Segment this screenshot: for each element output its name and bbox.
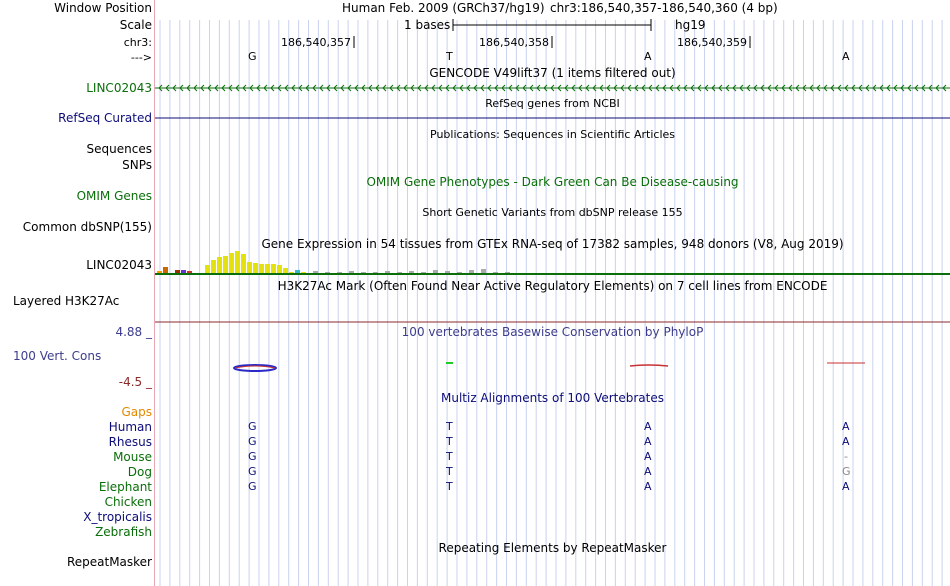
species-label-rhesus[interactable]: Rhesus — [108, 435, 152, 449]
gtex-tissue-bar — [181, 270, 186, 273]
label-scale[interactable]: Scale — [119, 18, 152, 32]
gtex-tissue-bar — [157, 271, 162, 273]
species-label-human[interactable]: Human — [108, 420, 152, 434]
gtex-tissue-bar — [241, 254, 246, 273]
coordinate-tick-label: 186,540,357 — [281, 36, 351, 49]
label-strand[interactable]: ---> — [130, 51, 152, 64]
alignment-base: A — [644, 420, 652, 433]
gtex-tissue-bar — [493, 272, 498, 273]
base-letter: G — [248, 50, 257, 63]
gtex-tissue-bar — [385, 271, 390, 273]
label-sequences[interactable]: Sequences — [86, 142, 152, 156]
gtex-tissue-bar — [445, 271, 450, 273]
alignment-base: A — [644, 435, 652, 448]
gtex-expression-bars[interactable] — [155, 245, 950, 275]
gtex-tissue-bar — [235, 251, 240, 273]
alignment-base: G — [248, 420, 257, 433]
label-refseq-curated[interactable]: RefSeq Curated — [58, 111, 152, 125]
base-letter: A — [644, 50, 652, 63]
h3k27ac-signal-line[interactable] — [155, 320, 950, 324]
h3k27ac-track-title[interactable]: H3K27Ac Mark (Often Found Near Active Regulatory Elements) on 7 cell lines from ENCODE — [277, 279, 828, 293]
alignment-base: A — [842, 435, 850, 448]
gtex-tissue-bar — [301, 272, 306, 273]
alignment-base: G — [248, 480, 257, 493]
publications-track-title[interactable]: Publications: Sequences in Scientific Articles — [430, 128, 675, 141]
gtex-tissue-bar — [223, 256, 228, 273]
gtex-tissue-bar — [187, 271, 192, 273]
coordinate-ticks — [155, 0, 950, 50]
alignment-base: A — [842, 420, 850, 433]
gencode-gene-line[interactable] — [155, 83, 950, 93]
label-chr[interactable]: chr3: — [123, 36, 152, 49]
alignment-base: A — [644, 450, 652, 463]
gtex-tissue-bar — [271, 264, 276, 273]
gtex-tissue-bar — [349, 271, 354, 273]
alignment-base: T — [446, 450, 453, 463]
phylop-track-title[interactable]: 100 vertebrates Basewise Conservation by PhyloP — [401, 325, 704, 339]
species-label-dog[interactable]: Dog — [127, 465, 152, 479]
phylop-conservation-plot[interactable] — [155, 355, 950, 385]
species-label-zebrafish[interactable]: Zebrafish — [95, 525, 152, 539]
multiz-track-title[interactable]: Multiz Alignments of 100 Vertebrates — [440, 391, 665, 405]
alignment-base: G — [248, 435, 257, 448]
gtex-tissue-bar — [163, 267, 168, 273]
alignment-base: A — [644, 465, 652, 478]
gtex-tissue-bar — [247, 262, 252, 273]
alignment-base: G — [842, 465, 851, 478]
gtex-tissue-bar — [421, 272, 426, 273]
browser-track-canvas[interactable] — [155, 0, 950, 586]
gtex-tissue-bar — [313, 271, 318, 273]
base-letter: T — [446, 50, 453, 63]
gtex-tissue-bar — [175, 270, 180, 273]
label-100-vert-cons[interactable]: 100 Vert. Cons — [13, 349, 102, 363]
alignment-base: A — [842, 480, 850, 493]
alignment-base: - — [844, 450, 848, 463]
repeatmasker-track-title[interactable]: Repeating Elements by RepeatMasker — [438, 541, 667, 555]
position-readout: chr3:186,540,357-186,540,360 (4 bp) — [550, 1, 778, 15]
alignment-base: A — [644, 480, 652, 493]
alignment-base: G — [248, 450, 257, 463]
label-gencode-linc02043[interactable]: LINC02043 — [86, 81, 152, 95]
gtex-tissue-bar — [259, 264, 264, 273]
alignment-base: T — [446, 480, 453, 493]
alignment-base: T — [446, 435, 453, 448]
species-label-x-tropicalis[interactable]: X_tropicalis — [83, 510, 152, 524]
scale-db-label: hg19 — [675, 18, 706, 32]
label-gtex-linc02043[interactable]: LINC02043 — [86, 258, 152, 272]
alignment-base: T — [446, 420, 453, 433]
refseq-gene-line[interactable] — [155, 116, 950, 120]
scale-bar-label: 1 bases — [404, 18, 451, 32]
label-snps[interactable]: SNPs — [122, 158, 152, 172]
gtex-tissue-bar — [277, 265, 282, 273]
gtex-tissue-bar — [217, 257, 222, 273]
phylop-axis-min: -4.5 _ — [118, 375, 152, 389]
gtex-tissue-bar — [481, 269, 486, 273]
omim-track-title[interactable]: OMIM Gene Phenotypes - Dark Green Can Be Disease-causing — [366, 175, 739, 189]
gtex-tissue-bar — [325, 272, 330, 273]
gtex-tissue-bar — [265, 264, 270, 273]
gtex-tissue-bar — [397, 272, 402, 273]
species-label-chicken[interactable]: Chicken — [104, 495, 152, 509]
gtex-tissue-bar — [289, 272, 294, 273]
gtex-tissue-bar — [469, 270, 474, 273]
gtex-tissue-bar — [253, 263, 258, 273]
base-letter: A — [842, 50, 850, 63]
coordinate-tick-label: 186,540,358 — [479, 36, 549, 49]
gtex-tissue-bar — [337, 272, 342, 273]
species-label-elephant[interactable]: Elephant — [98, 480, 152, 494]
label-common-dbsnp[interactable]: Common dbSNP(155) — [22, 220, 152, 234]
gtex-tissue-bar — [211, 260, 216, 273]
gtex-tissue-bar — [205, 265, 210, 273]
gtex-tissue-bar — [373, 272, 378, 273]
track-label-column — [0, 0, 154, 586]
gtex-tissue-bar — [409, 271, 414, 273]
gtex-tissue-bar — [229, 253, 234, 273]
dbsnp-track-title[interactable]: Short Genetic Variants from dbSNP release 155 — [422, 206, 683, 219]
gtex-track-title[interactable]: Gene Expression in 54 tissues from GTEx RNA-seq of 17382 samples, 948 donors (V8, Aug 2019) — [261, 237, 844, 251]
label-layered-h3k27ac[interactable]: Layered H3K27Ac — [13, 294, 120, 308]
phylop-axis-max: 4.88 _ — [115, 325, 152, 339]
gtex-tissue-bar — [433, 270, 438, 273]
refseq-track-title[interactable]: RefSeq genes from NCBI — [485, 97, 620, 110]
assembly-title: Human Feb. 2009 (GRCh37/hg19) — [342, 1, 545, 15]
alignment-base: G — [248, 465, 257, 478]
label-window-position[interactable]: Window Position — [54, 1, 152, 15]
gtex-tissue-bar — [361, 272, 366, 273]
label-omim-genes[interactable]: OMIM Genes — [76, 189, 152, 203]
gtex-tissue-bar — [283, 268, 288, 273]
gtex-tissue-bar — [295, 270, 300, 273]
gtex-tissue-bar — [457, 272, 462, 273]
label-repeatmasker[interactable]: RepeatMasker — [66, 555, 152, 569]
coordinate-tick-label: 186,540,359 — [677, 36, 747, 49]
gencode-track-title[interactable]: GENCODE V49lift37 (1 items filtered out) — [429, 66, 676, 80]
label-gaps[interactable]: Gaps — [121, 405, 152, 419]
gtex-tissue-bar — [505, 272, 510, 273]
alignment-base: T — [446, 465, 453, 478]
species-label-mouse[interactable]: Mouse — [113, 450, 152, 464]
